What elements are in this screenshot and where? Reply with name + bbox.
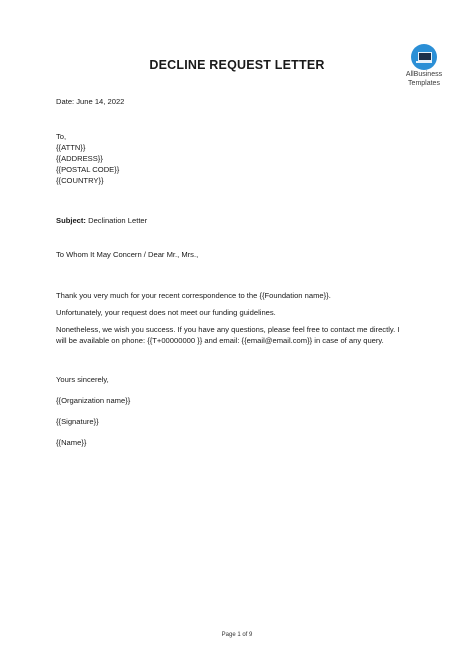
logo-line-2: Templates [408, 80, 440, 87]
recipient-attn: {{ATTN}} [56, 143, 86, 152]
allbusiness-templates-logo [398, 44, 450, 88]
recipient-address: {{ADDRESS}} [56, 154, 103, 163]
paragraph-nonetheless-line-2: will be available on phone: {{T+00000000 }} and email: {{email@email.com}} in case of any query. [56, 336, 384, 345]
salutation: To Whom It May Concern / Dear Mr., Mrs., [56, 250, 199, 259]
organization-name: {{Organization name}} [56, 396, 131, 405]
recipient-country: {{COUNTRY}} [56, 176, 104, 185]
subject-label: Subject: [56, 216, 86, 225]
recipient-to: To, [56, 132, 67, 141]
recipient-postal-code: {{POSTAL CODE}} [56, 165, 120, 174]
document-title: DECLINE REQUEST LETTER [149, 58, 325, 72]
logo-line-1: AllBusiness [405, 71, 443, 78]
paragraph-thanks: Thank you very much for your recent correspondence to the {{Foundation name}}. [56, 291, 331, 300]
date-line: Date: June 14, 2022 [56, 97, 125, 106]
subject-line [56, 215, 147, 226]
paragraph-nonetheless-line-1: Nonetheless, we wish you success. If you have any questions, please feel free to contact me directly. I [56, 325, 400, 334]
closing: Yours sincerely, [56, 375, 109, 384]
laptop-icon [411, 44, 437, 70]
subject-value: Declination Letter [85, 216, 148, 225]
signer-name: {{Name}} [56, 438, 87, 447]
paragraph-unfortunately: Unfortunately, your request does not meet our funding guidelines. [56, 308, 276, 317]
page-footer: Page 1 of 9 [221, 632, 253, 638]
signature: {{Signature}} [56, 417, 99, 426]
